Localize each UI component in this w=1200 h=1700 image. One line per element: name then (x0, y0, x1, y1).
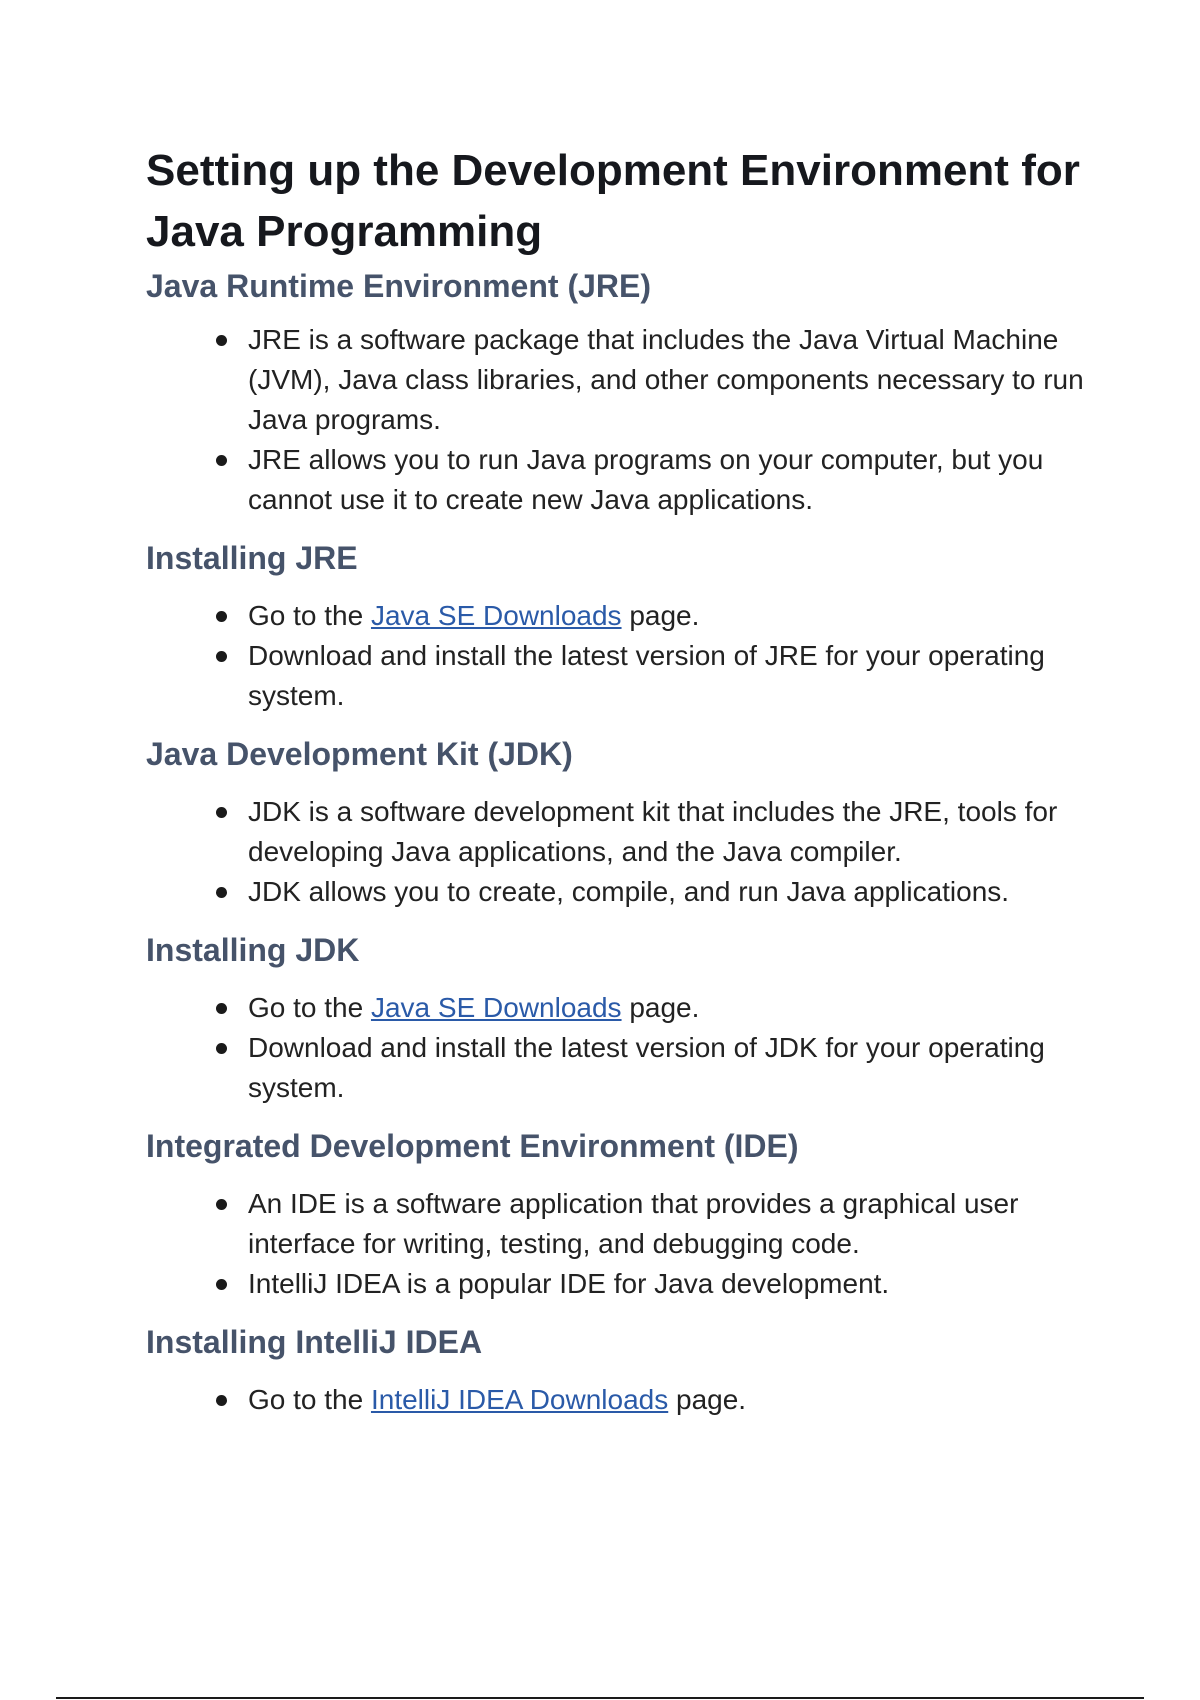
list-item: An IDE is a software application that provides a graphical user interface for writing, testing, and debugging code. (146, 1184, 1096, 1264)
bullet-list-installing-jdk (146, 988, 1096, 1108)
section-jre (146, 264, 1096, 520)
bullet-list-jdk (146, 792, 1096, 912)
list-item: JDK is a software development kit that includes the JRE, tools for developing Java applications, and the Java compiler. (146, 792, 1096, 872)
list-item: Download and install the latest version of JRE for your operating system. (146, 636, 1096, 716)
section-heading-ide: Integrated Development Environment (IDE) (146, 1128, 799, 1164)
list-item: JDK allows you to create, compile, and run Java applications. (146, 872, 1096, 912)
section-installing-jdk (146, 928, 1096, 1108)
list-item: JRE allows you to run Java programs on your computer, but you cannot use it to create new Java applications. (146, 440, 1096, 520)
list-item-text: Go to the (248, 992, 371, 1023)
list-item-text: page. (621, 992, 700, 1023)
section-installing-jre (146, 536, 1096, 716)
list-item (146, 1380, 1096, 1420)
intellij-idea-downloads-link[interactable]: IntelliJ IDEA Downloads (370, 1384, 669, 1415)
section-ide (146, 1124, 1096, 1304)
list-item-text: Go to the (248, 600, 371, 631)
list-item (146, 988, 1096, 1028)
bullet-list-installing-intellij (146, 1380, 1096, 1420)
section-heading-installing-jre: Installing JRE (146, 540, 358, 576)
list-item: JRE is a software package that includes the Java Virtual Machine (JVM), Java class libraries, and other components necessary to run Java programs. (146, 320, 1096, 440)
page-bottom-divider (56, 1697, 1144, 1699)
list-item (146, 596, 1096, 636)
bullet-list-jre (146, 320, 1096, 520)
bullet-list-ide (146, 1184, 1096, 1304)
section-installing-intellij (146, 1320, 1096, 1420)
section-heading-installing-jdk: Installing JDK (146, 932, 360, 968)
section-heading-jre: Java Runtime Environment (JRE) (146, 268, 651, 304)
java-se-downloads-link[interactable]: Java SE Downloads (370, 600, 622, 631)
list-item-text: page. (621, 600, 700, 631)
list-item: Download and install the latest version of JDK for your operating system. (146, 1028, 1096, 1108)
bullet-list-installing-jre (146, 596, 1096, 716)
list-item-text: Go to the (248, 1384, 371, 1415)
list-item: IntelliJ IDEA is a popular IDE for Java development. (146, 1264, 1096, 1304)
java-se-downloads-link[interactable]: Java SE Downloads (370, 992, 622, 1023)
list-item-text: page. (668, 1384, 747, 1415)
section-heading-jdk: Java Development Kit (JDK) (146, 736, 573, 772)
page-title: Setting up the Development Environment for Java Programming (146, 146, 1080, 256)
section-jdk (146, 732, 1096, 912)
section-heading-installing-intellij: Installing IntelliJ IDEA (146, 1324, 483, 1360)
document-page (146, 140, 1096, 1420)
